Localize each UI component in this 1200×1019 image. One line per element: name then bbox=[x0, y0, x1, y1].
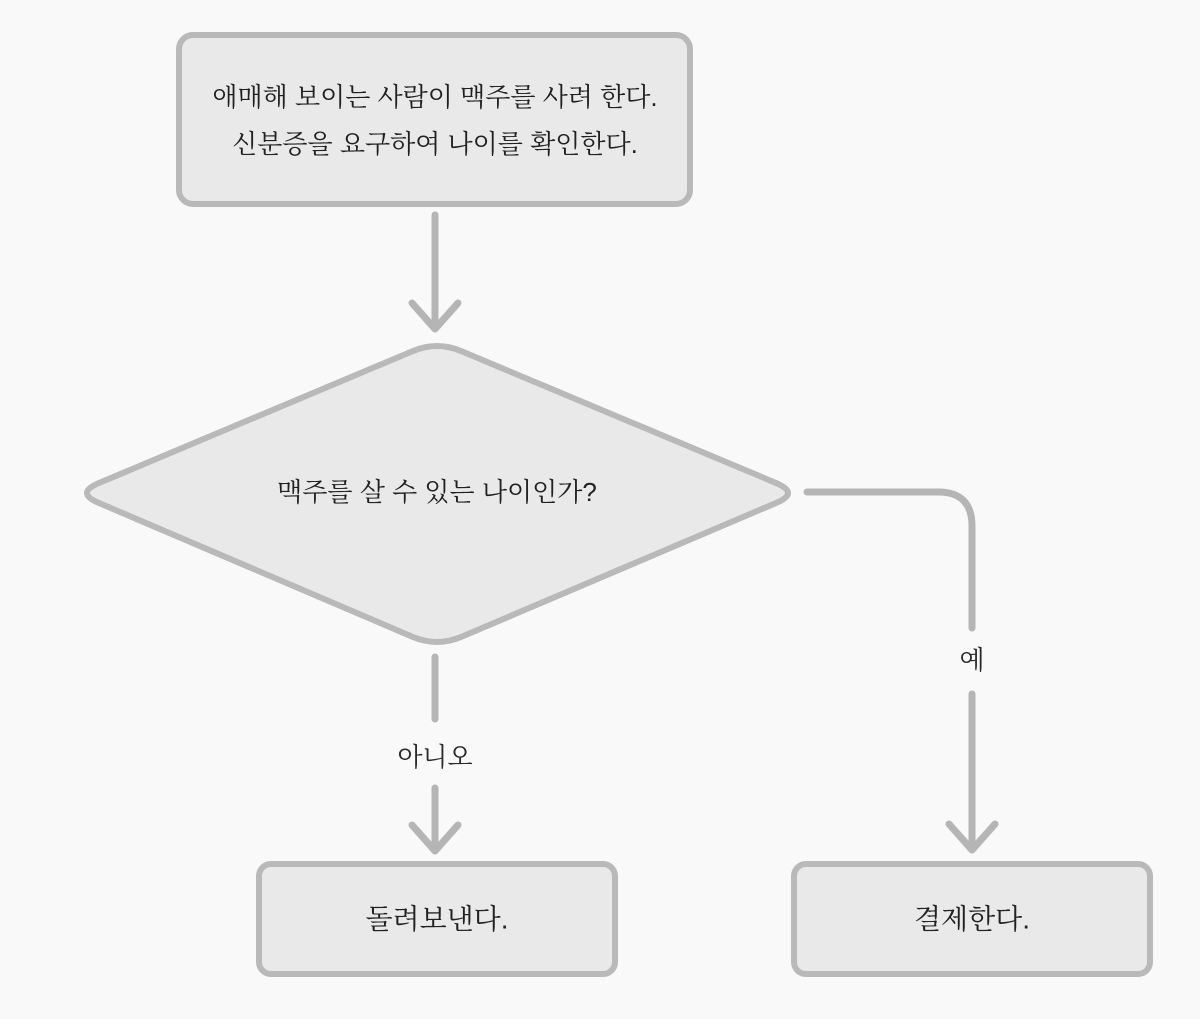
edge-yes-elbow bbox=[807, 492, 972, 628]
reject-node-text: 돌려보낸다. bbox=[365, 903, 509, 935]
node-reject bbox=[259, 864, 615, 974]
start-node-text-line2: 신분증을 요구하여 나이를 확인한다. bbox=[232, 129, 638, 159]
edge-start-to-decision bbox=[412, 215, 458, 329]
edge-no-label: 아니오 bbox=[397, 742, 473, 772]
node-decision bbox=[87, 346, 788, 642]
edge-decision-to-pay bbox=[807, 492, 995, 850]
node-start bbox=[179, 35, 690, 204]
start-node-text-line1: 애매해 보이는 사람이 맥주를 사려 한다. bbox=[212, 82, 658, 112]
start-node-shape bbox=[179, 35, 690, 204]
edge-yes-label: 예 bbox=[959, 645, 985, 675]
node-pay bbox=[794, 864, 1150, 974]
decision-node-text: 맥주를 살 수 있는 나이인가? bbox=[277, 477, 597, 507]
pay-node-text: 결제한다. bbox=[914, 903, 1030, 935]
edge-decision-to-reject bbox=[397, 657, 472, 851]
